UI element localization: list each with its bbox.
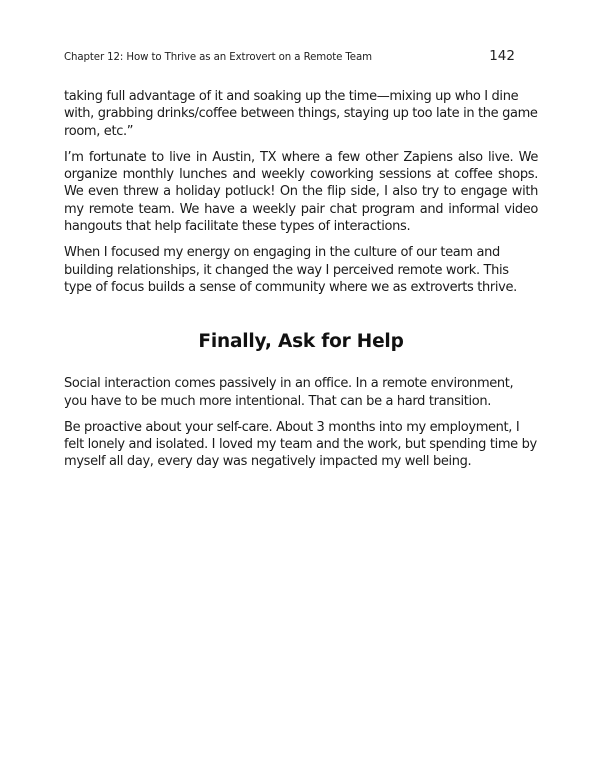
page-number: 142	[489, 48, 515, 64]
chapter-title: Chapter 12: How to Thrive as an Extrovert on a Remote Team	[64, 52, 372, 63]
paragraph: Social interaction comes passively in an office. In a remote environment, you have to be much more intentional. That can be a hard transition.	[64, 376, 514, 409]
paragraph: Be proactive about your self-care. About 3 months into my employment, I felt lonely and isolated. I loved my team and the work, but spending time by myself all day, every day was negatively impacted my well being.	[64, 419, 537, 470]
paragraph: I’m fortunate to live in Austin, TX where a few other Zapiens also live. We organize monthly lunches and weekly coworking sessions at coffee shops. We even threw a holiday potluck! On the flip side, I also try to engage with my remote team. We have a weekly pair chat program and informal video hangouts that help facilitate these types of interactions.	[64, 149, 538, 235]
paragraph: When I focused my energy on engaging in the culture of our team and building relationships, it changed the way I perceived remote work. This type of focus builds a sense of community where we as extroverts thrive.	[64, 245, 517, 295]
paragraph: taking full advantage of it and soaking up the time—mixing up who I dine with, grabbing drinks/coffee between things, staying up too late in the game room, etc.”	[64, 89, 538, 139]
section-heading: Finally, Ask for Help	[198, 331, 404, 353]
page-body	[64, 88, 538, 480]
page-header	[64, 48, 515, 64]
